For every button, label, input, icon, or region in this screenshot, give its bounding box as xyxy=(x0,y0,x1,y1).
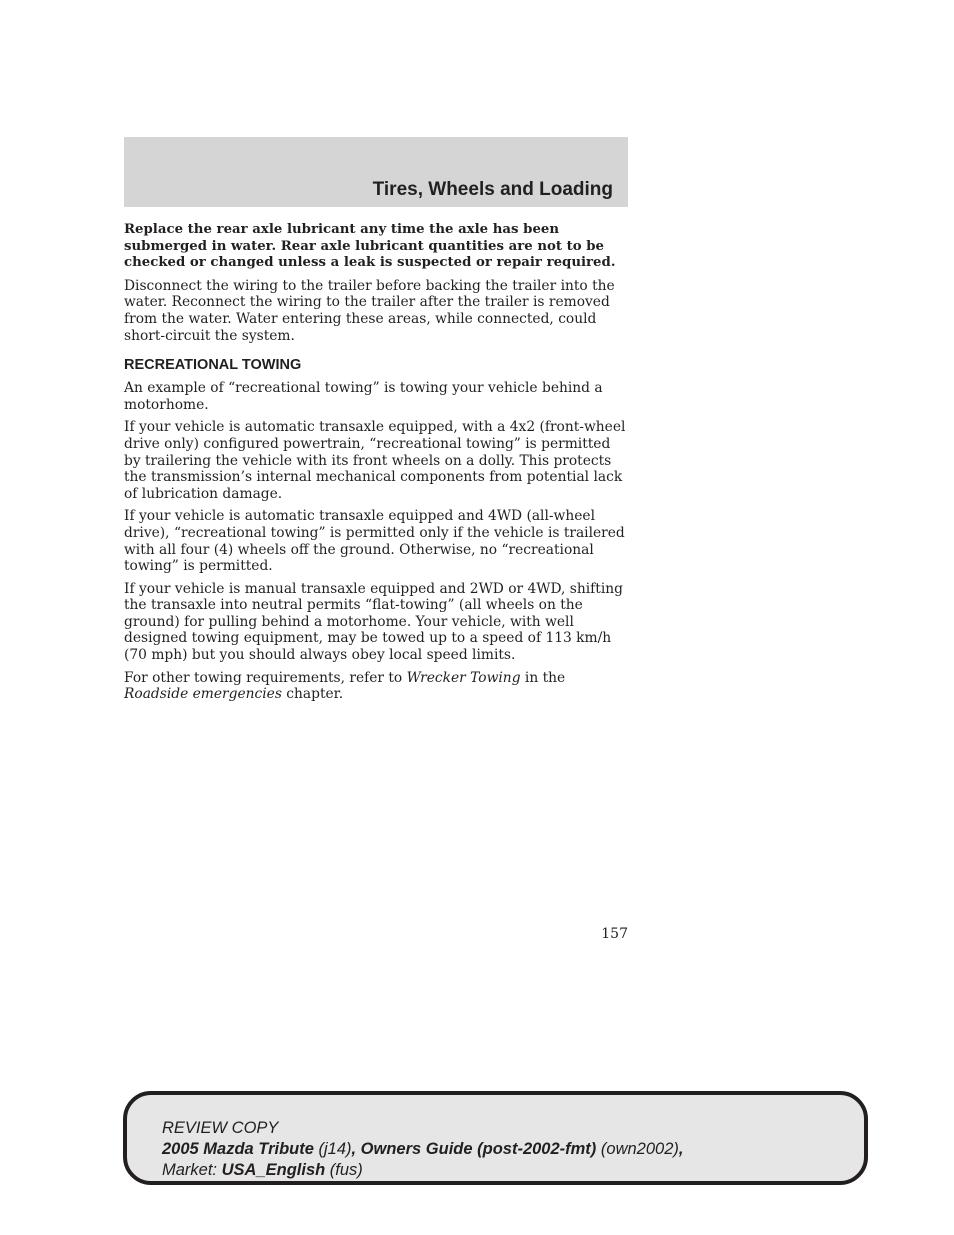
section-title: Tires, Wheels and Loading xyxy=(372,179,613,200)
text-segment: in the xyxy=(520,669,566,686)
paragraph-trailer-wiring: Disconnect the wiring to the trailer before backing the trailer into the water. Reconnect the wiring to the trailer after the trailer is removed from the water. Water entering these areas, while connected, could short-circuit the system. xyxy=(124,277,615,344)
bold-paragraph: Replace the rear axle lubricant any time the axle has been submerged in water. Rear axle lubricant quantities are not to be checked or changed unless a leak is suspected or repair required. xyxy=(124,222,616,271)
section-header-band xyxy=(124,137,628,207)
market-line xyxy=(162,1160,683,1181)
reference-roadside-emergencies: Roadside emergencies xyxy=(124,686,282,703)
model-code: (j14) xyxy=(313,1140,352,1158)
review-copy-text xyxy=(162,1118,683,1181)
guide-code: (own2002) xyxy=(596,1140,679,1158)
subheading-recreational-towing: RECREATIONAL TOWING xyxy=(124,357,302,374)
guide-name: , Owners Guide (post-2002-fmt) xyxy=(351,1140,597,1158)
text-segment: chapter. xyxy=(281,686,344,703)
text-segment: For other towing requirements, refer to xyxy=(124,669,407,686)
paragraph-recreational-example: An example of “recreational towing” is towing your vehicle behind a motorhome. xyxy=(124,380,603,413)
paragraph-4wd-towing: If your vehicle is automatic transaxle equipped and 4WD (all-wheel drive), “recreational towing” is permitted only if the vehicle is trailered with all four (4) wheels off the ground. Otherwise, no “recreational towing” is permitted. xyxy=(124,508,625,575)
guide-line xyxy=(162,1139,683,1160)
market-label: Market: xyxy=(162,1161,222,1179)
paragraph-manual-towing: If your vehicle is manual transaxle equipped and 2WD or 4WD, shifting the transaxle into neutral permits “flat-towing” (all wheels on the ground) for pulling behind a motorhome. Your vehicle, with well designed towing equipment, may be towed up to a speed of 113 km/h (70 mph) but you should always obey local speed limits. xyxy=(124,580,623,664)
page-content xyxy=(124,222,628,709)
reference-wrecker-towing: Wrecker Towing xyxy=(406,669,521,686)
page-number: 157 xyxy=(601,926,628,942)
paragraph-other-requirements xyxy=(124,670,628,703)
paragraph-4x2-towing: If your vehicle is automatic transaxle equipped, with a 4x2 (front-wheel drive only) configured powertrain, “recreational towing” is permitted by trailering the vehicle with its front wheels on a dolly. This protects the transmission’s internal mechanical components from potential lack of lubrication damage. xyxy=(124,419,626,502)
review-copy-label: REVIEW COPY xyxy=(162,1119,279,1137)
model-name: 2005 Mazda Tribute xyxy=(162,1140,314,1158)
guide-comma: , xyxy=(678,1140,684,1158)
market-code: (fus) xyxy=(325,1161,363,1179)
market-name: USA_English xyxy=(221,1161,326,1179)
